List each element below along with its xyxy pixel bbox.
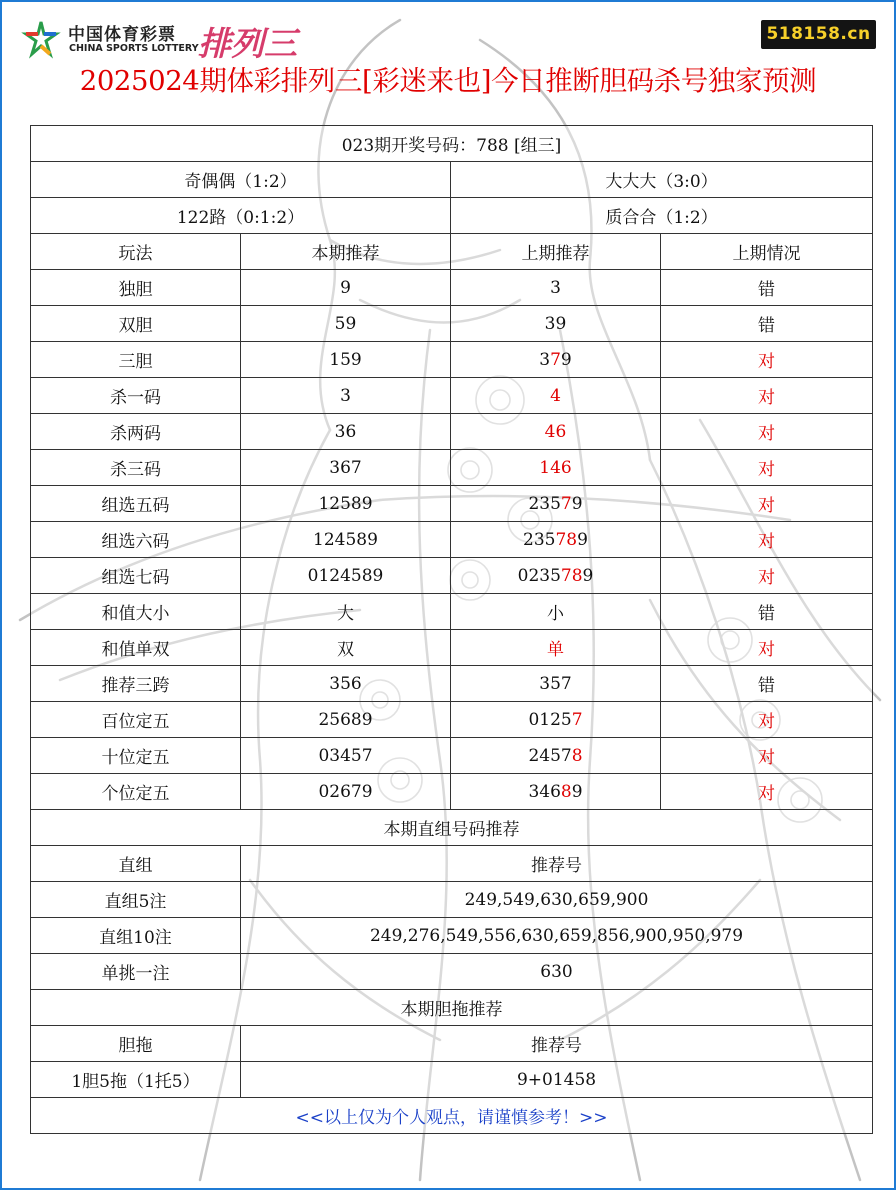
- play-name: 个位定五: [31, 774, 241, 810]
- direct-column-type: 直组: [31, 846, 241, 882]
- current-pick: 9: [241, 270, 451, 306]
- column-header-status: 上期情况: [661, 234, 873, 270]
- previous-status: 对: [661, 774, 873, 810]
- page-title: 2025024期体彩排列三[彩迷来也]今日推断胆码杀号独家预测: [79, 65, 817, 97]
- section-header-row: [31, 990, 873, 1026]
- play-name: 和值单双: [31, 630, 241, 666]
- previous-pick-plain: 3: [550, 277, 561, 298]
- prediction-row: [31, 378, 873, 414]
- previous-pick: [451, 378, 661, 414]
- previous-pick-plain: 小: [547, 604, 564, 624]
- column-header-row: [31, 234, 873, 270]
- play-name: 和值大小: [31, 594, 241, 630]
- previous-pick-tail: 9: [560, 349, 572, 370]
- column-header-current: 本期推荐: [241, 234, 451, 270]
- prediction-table: [30, 125, 873, 1134]
- previous-pick: [451, 630, 661, 666]
- current-pick: 356: [241, 666, 451, 702]
- prediction-row: [31, 486, 873, 522]
- route-pattern: 122路（0:1:2）: [31, 198, 451, 234]
- current-pick: 03457: [241, 738, 451, 774]
- previous-pick: [451, 342, 661, 378]
- previous-pick: [451, 486, 661, 522]
- current-pick: 大: [241, 594, 451, 630]
- current-pick: 0124589: [241, 558, 451, 594]
- current-pick: 124589: [241, 522, 451, 558]
- current-pick: 3: [241, 378, 451, 414]
- direct-section-heading: 本期直组号码推荐: [31, 810, 873, 846]
- play-name: 杀三码: [31, 450, 241, 486]
- play-name: 双胆: [31, 306, 241, 342]
- current-pick: 12589: [241, 486, 451, 522]
- column-header-previous: 上期推荐: [451, 234, 661, 270]
- previous-pick: [451, 270, 661, 306]
- direct-row-value: 249,276,549,556,630,659,856,900,950,979: [241, 918, 873, 954]
- previous-pick-hit: 46: [544, 421, 567, 442]
- previous-status: 对: [661, 414, 873, 450]
- previous-pick-hit: 4: [550, 385, 561, 406]
- prediction-row: [31, 558, 873, 594]
- prime-composite-pattern: 质合合（1:2）: [451, 198, 873, 234]
- previous-status: 对: [661, 738, 873, 774]
- previous-pick: [451, 450, 661, 486]
- column-header-play: 玩法: [31, 234, 241, 270]
- column-header-row: [31, 1026, 873, 1062]
- big-small-pattern: 大大大（3:0）: [451, 162, 873, 198]
- play-name: 十位定五: [31, 738, 241, 774]
- dantuo-column-numbers: 推荐号: [241, 1026, 873, 1062]
- logo-game-name: 排列三: [198, 24, 297, 63]
- previous-pick: [451, 702, 661, 738]
- previous-pick-tail: 9: [582, 565, 594, 586]
- previous-pick-hit: 8: [571, 745, 583, 766]
- previous-pick-plain: 235: [528, 493, 561, 514]
- previous-pick-plain: 3: [539, 349, 551, 370]
- previous-pick-tail: 9: [571, 493, 583, 514]
- prediction-row: [31, 270, 873, 306]
- play-name: 杀两码: [31, 414, 241, 450]
- current-pick: 双: [241, 630, 451, 666]
- direct-row: [31, 954, 873, 990]
- previous-pick-plain: 39: [544, 313, 567, 334]
- previous-status: 错: [661, 270, 873, 306]
- column-header-row: [31, 846, 873, 882]
- current-pick: 367: [241, 450, 451, 486]
- previous-status: 对: [661, 486, 873, 522]
- previous-status: 对: [661, 630, 873, 666]
- dantuo-column-type: 胆拖: [31, 1026, 241, 1062]
- current-pick: 159: [241, 342, 451, 378]
- play-name: 三胆: [31, 342, 241, 378]
- previous-status: 对: [661, 702, 873, 738]
- previous-pick-tail: 9: [571, 781, 583, 802]
- footer-note: <<以上仅为个人观点，请谨慎参考！>>: [31, 1098, 873, 1134]
- draw-result-row: [31, 126, 873, 162]
- previous-pick-plain: 2457: [528, 745, 572, 766]
- play-name: 杀一码: [31, 378, 241, 414]
- previous-pick: [451, 522, 661, 558]
- direct-column-numbers: 推荐号: [241, 846, 873, 882]
- current-pick: 59: [241, 306, 451, 342]
- previous-pick-plain: 0125: [528, 709, 572, 730]
- previous-status: 错: [661, 666, 873, 702]
- previous-pick: [451, 558, 661, 594]
- previous-pick-hit: 单: [547, 640, 564, 660]
- previous-status: 对: [661, 378, 873, 414]
- previous-pick: [451, 414, 661, 450]
- draw-pattern-row: [31, 198, 873, 234]
- current-pick: 36: [241, 414, 451, 450]
- previous-pick-hit: 7: [571, 709, 583, 730]
- dantuo-row-label: 1胆5拖（1托5）: [31, 1062, 241, 1098]
- previous-status: 对: [661, 558, 873, 594]
- dantuo-row-value: 9+01458: [241, 1062, 873, 1098]
- previous-pick: [451, 774, 661, 810]
- previous-pick-tail: 9: [577, 529, 588, 550]
- logo-chinese-text: 中国体育彩票: [68, 25, 176, 45]
- prediction-row: [31, 774, 873, 810]
- direct-row-label: 单挑一注: [31, 954, 241, 990]
- prediction-row: [31, 666, 873, 702]
- previous-pick: [451, 306, 661, 342]
- direct-row: [31, 882, 873, 918]
- dantuo-row: [31, 1062, 873, 1098]
- play-name: 推荐三跨: [31, 666, 241, 702]
- lottery-star-icon: [20, 18, 62, 60]
- previous-status: 错: [661, 306, 873, 342]
- site-badge[interactable]: 518158.cn: [761, 20, 876, 49]
- previous-pick-hit: 8: [560, 781, 572, 802]
- previous-status: 对: [661, 450, 873, 486]
- direct-row: [31, 918, 873, 954]
- prediction-row: [31, 594, 873, 630]
- previous-pick-hit: 146: [539, 457, 572, 478]
- prediction-row: [31, 342, 873, 378]
- direct-row-value: 630: [241, 954, 873, 990]
- odd-even-pattern: 奇偶偶（1:2）: [31, 162, 451, 198]
- footer-row: [31, 1098, 873, 1134]
- direct-row-label: 直组5注: [31, 882, 241, 918]
- previous-pick: [451, 666, 661, 702]
- play-name: 组选六码: [31, 522, 241, 558]
- previous-status: 对: [661, 522, 873, 558]
- previous-status: 错: [661, 594, 873, 630]
- previous-pick: [451, 738, 661, 774]
- previous-pick-plain: 357: [539, 673, 572, 694]
- previous-pick-plain: 235: [523, 529, 556, 550]
- play-name: 独胆: [31, 270, 241, 306]
- previous-pick-hit: 78: [555, 529, 578, 550]
- direct-row-value: 249,549,630,659,900: [241, 882, 873, 918]
- china-sports-lottery-logo: [20, 18, 330, 62]
- previous-pick-plain: 346: [528, 781, 561, 802]
- prediction-row: [31, 414, 873, 450]
- play-name: 组选七码: [31, 558, 241, 594]
- current-pick: 25689: [241, 702, 451, 738]
- prediction-row: [31, 306, 873, 342]
- previous-pick-plain: 0235: [517, 565, 561, 586]
- play-name: 百位定五: [31, 702, 241, 738]
- previous-status: 对: [661, 342, 873, 378]
- prediction-row: [31, 738, 873, 774]
- section-header-row: [31, 810, 873, 846]
- previous-pick-hit: 7: [550, 349, 561, 370]
- draw-result: 023期开奖号码：788 [组三]: [31, 126, 873, 162]
- prediction-row: [31, 522, 873, 558]
- direct-row-label: 直组10注: [31, 918, 241, 954]
- previous-pick-hit: 7: [560, 493, 572, 514]
- previous-pick: [451, 594, 661, 630]
- prediction-row: [31, 450, 873, 486]
- draw-pattern-row: [31, 162, 873, 198]
- previous-pick-hit: 78: [560, 565, 583, 586]
- current-pick: 02679: [241, 774, 451, 810]
- prediction-row: [31, 630, 873, 666]
- logo-english-text: CHINA SPORTS LOTTERY: [69, 43, 199, 54]
- dantuo-section-heading: 本期胆拖推荐: [31, 990, 873, 1026]
- prediction-row: [31, 702, 873, 738]
- play-name: 组选五码: [31, 486, 241, 522]
